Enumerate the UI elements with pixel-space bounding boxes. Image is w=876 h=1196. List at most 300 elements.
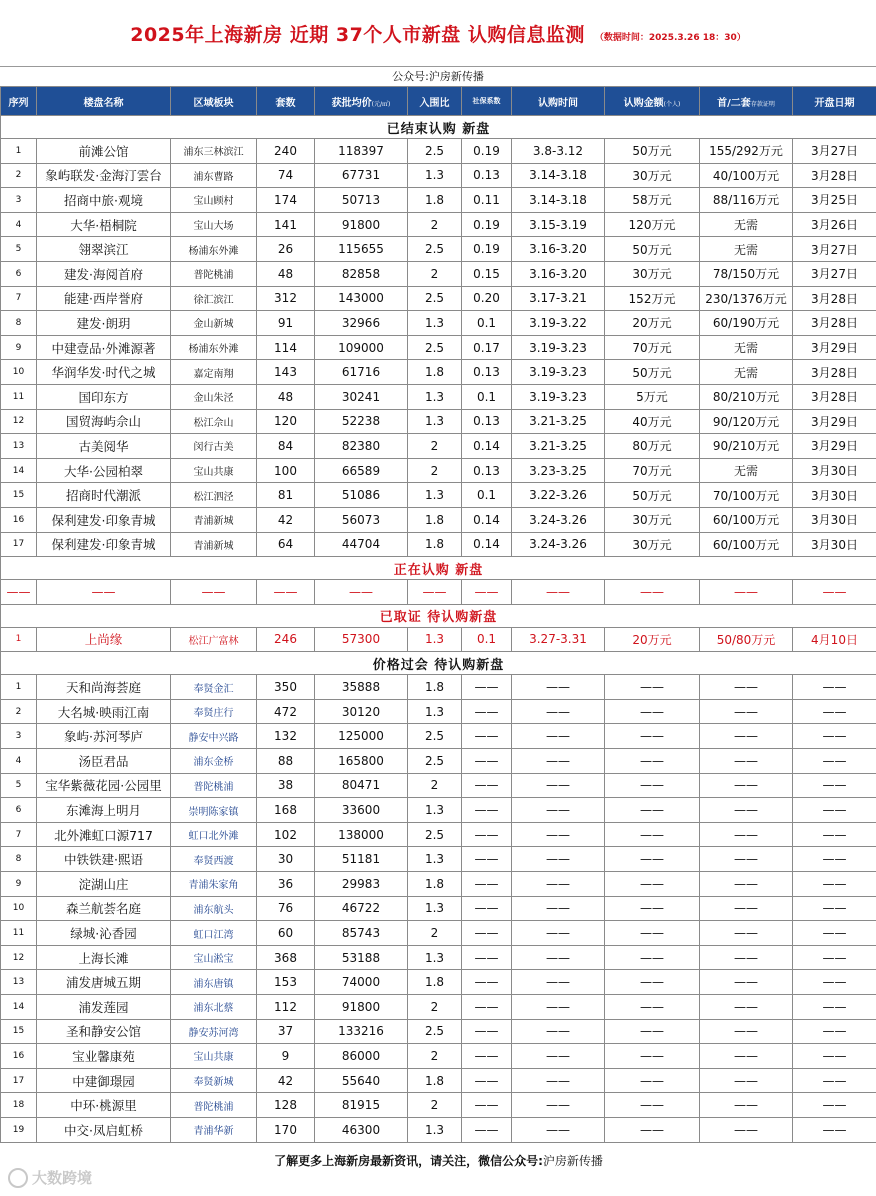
cell-ratio: 1.8 — [408, 532, 462, 557]
cell-ratio: 1.3 — [408, 847, 462, 872]
cell-idx: 18 — [1, 1093, 37, 1118]
section-ongoing-label: 正在认购 新盘 — [1, 557, 876, 580]
cell-deposit: 88/116万元 — [700, 188, 793, 213]
cell-units: 42 — [257, 507, 315, 532]
header-units: 套数 — [257, 87, 315, 116]
cell-ratio: 2 — [408, 1093, 462, 1118]
cell-price: 138000 — [315, 822, 408, 847]
cell-time: —— — [512, 921, 605, 946]
cell-name: 建发·海阅首府 — [37, 261, 171, 286]
cell-ratio: 1.3 — [408, 311, 462, 336]
table-row — [1, 945, 876, 970]
cell-units: 368 — [257, 945, 315, 970]
cell-time: —— — [512, 749, 605, 774]
cell-price: 118397 — [315, 139, 408, 164]
cell-area: 普陀桃浦 — [171, 773, 257, 798]
cell-idx: 8 — [1, 311, 37, 336]
cell-area: 虹口江湾 — [171, 921, 257, 946]
cell-ratio: 2 — [408, 434, 462, 459]
table-row — [1, 1044, 876, 1069]
table-row — [1, 995, 876, 1020]
cell-units: 350 — [257, 675, 315, 700]
cell-units: 48 — [257, 261, 315, 286]
cell-units: 48 — [257, 384, 315, 409]
cell-time: —— — [512, 724, 605, 749]
cell-social: —— — [462, 773, 512, 798]
cell-time: —— — [512, 699, 605, 724]
cell-units: 38 — [257, 773, 315, 798]
cell-ratio: 1.3 — [408, 409, 462, 434]
cell-name: 大华·梧桐院 — [37, 212, 171, 237]
cell-name: 中建御璟园 — [37, 1068, 171, 1093]
data-timestamp: （数据时间：2025.3.26 18：30） — [594, 32, 746, 43]
cell-social: 0.14 — [462, 532, 512, 557]
cell-idx: 10 — [1, 360, 37, 385]
section-ended-label: 已结束认购 新盘 — [1, 116, 876, 139]
header-name: 楼盘名称 — [37, 87, 171, 116]
cell-time: —— — [512, 675, 605, 700]
cell-amount: —— — [605, 1117, 700, 1142]
cell-price: 61716 — [315, 360, 408, 385]
cell-idx: 1 — [1, 139, 37, 164]
cell-dash: —— — [700, 580, 793, 605]
cell-name: 象屿·苏河琴庐 — [37, 724, 171, 749]
cell-open: —— — [793, 896, 876, 921]
cell-name: 中环·桃源里 — [37, 1093, 171, 1118]
cell-area: 奉贤庄行 — [171, 699, 257, 724]
cell-ratio: 1.8 — [408, 360, 462, 385]
cell-units: 37 — [257, 1019, 315, 1044]
cell-deposit: 60/100万元 — [700, 532, 793, 557]
cell-open: 3月29日 — [793, 434, 876, 459]
cell-price: 30241 — [315, 384, 408, 409]
page-title: 2025年上海新房 近期 37个人市新盘 认购信息监测 — [130, 23, 585, 46]
cell-time: —— — [512, 896, 605, 921]
section-licensed — [1, 604, 876, 627]
cell-open: —— — [793, 1117, 876, 1142]
table-row — [1, 675, 876, 700]
cell-deposit: —— — [700, 749, 793, 774]
cell-ratio: 1.3 — [408, 163, 462, 188]
cell-ratio: 2.5 — [408, 1019, 462, 1044]
table-row — [1, 627, 876, 652]
cell-area: 徐汇滨江 — [171, 286, 257, 311]
cell-deposit: —— — [700, 773, 793, 798]
cell-area: 普陀桃浦 — [171, 261, 257, 286]
table-row — [1, 188, 876, 213]
cell-deposit: —— — [700, 1093, 793, 1118]
cell-time: 3.15-3.19 — [512, 212, 605, 237]
cell-units: 472 — [257, 699, 315, 724]
cell-amount: —— — [605, 970, 700, 995]
cell-price: 29983 — [315, 872, 408, 897]
table-row — [1, 822, 876, 847]
cell-open: —— — [793, 822, 876, 847]
header-amount: 认购金额(个人) — [605, 87, 700, 116]
cell-price: 165800 — [315, 749, 408, 774]
cell-time: 3.24-3.26 — [512, 507, 605, 532]
table-row — [1, 311, 876, 336]
cell-social: 0.1 — [462, 384, 512, 409]
cell-dash: —— — [512, 580, 605, 605]
cell-name: 保利建发·印象青城 — [37, 532, 171, 557]
section-priced-label: 价格过会 待认购新盘 — [1, 652, 876, 675]
table-row — [1, 139, 876, 164]
table-row — [1, 847, 876, 872]
header-row — [1, 87, 876, 116]
cell-name: 象屿联发·金海汀雲台 — [37, 163, 171, 188]
cell-area: 浦东曹路 — [171, 163, 257, 188]
cell-units: 76 — [257, 896, 315, 921]
cell-amount: —— — [605, 995, 700, 1020]
table-row — [1, 699, 876, 724]
cell-ratio: 2.5 — [408, 335, 462, 360]
table-row — [1, 1093, 876, 1118]
cell-open: 3月30日 — [793, 483, 876, 508]
cell-amount: —— — [605, 847, 700, 872]
header-idx: 序列 — [1, 87, 37, 116]
table-row — [1, 409, 876, 434]
cell-ratio: 1.3 — [408, 699, 462, 724]
cell-time: —— — [512, 773, 605, 798]
cell-area: 宝山大场 — [171, 212, 257, 237]
cell-social: —— — [462, 1068, 512, 1093]
cell-amount: 70万元 — [605, 335, 700, 360]
cell-idx: 7 — [1, 286, 37, 311]
cell-amount: 20万元 — [605, 627, 700, 652]
cell-ratio: 2 — [408, 1044, 462, 1069]
cell-area: 奉贤金汇 — [171, 675, 257, 700]
footer — [1, 1142, 876, 1178]
cell-idx: 10 — [1, 896, 37, 921]
cell-name: 天和尚海荟庭 — [37, 675, 171, 700]
cell-social: 0.14 — [462, 507, 512, 532]
cell-area: 浦东三林滨江 — [171, 139, 257, 164]
cell-units: 30 — [257, 847, 315, 872]
cell-social: 0.13 — [462, 163, 512, 188]
cell-deposit: 无需 — [700, 360, 793, 385]
cell-deposit: —— — [700, 970, 793, 995]
cell-area: 浦东金桥 — [171, 749, 257, 774]
cell-deposit: —— — [700, 995, 793, 1020]
cell-name: 招商中旅·观境 — [37, 188, 171, 213]
cell-idx: 1 — [1, 675, 37, 700]
cell-open: —— — [793, 724, 876, 749]
cell-open: —— — [793, 1068, 876, 1093]
cell-open: 3月26日 — [793, 212, 876, 237]
cell-deposit: —— — [700, 1117, 793, 1142]
cell-social: —— — [462, 896, 512, 921]
cell-area: 浦东航头 — [171, 896, 257, 921]
cell-ratio: 1.3 — [408, 627, 462, 652]
cell-name: 前滩公馆 — [37, 139, 171, 164]
cell-units: 100 — [257, 458, 315, 483]
table-row — [1, 212, 876, 237]
cell-idx: 14 — [1, 458, 37, 483]
cell-time: 3.21-3.25 — [512, 409, 605, 434]
cell-open: —— — [793, 921, 876, 946]
cell-units: 84 — [257, 434, 315, 459]
cell-units: 132 — [257, 724, 315, 749]
cell-units: 128 — [257, 1093, 315, 1118]
cell-open: 3月25日 — [793, 188, 876, 213]
cell-amount: 30万元 — [605, 507, 700, 532]
cell-social: —— — [462, 798, 512, 823]
cell-amount: 70万元 — [605, 458, 700, 483]
cell-name: 浦发莲园 — [37, 995, 171, 1020]
cell-idx: 16 — [1, 1044, 37, 1069]
cell-deposit: —— — [700, 822, 793, 847]
cell-amount: —— — [605, 699, 700, 724]
cell-ratio: 1.3 — [408, 798, 462, 823]
cell-name: 翎翠滨江 — [37, 237, 171, 262]
cell-deposit: 无需 — [700, 335, 793, 360]
cell-units: 60 — [257, 921, 315, 946]
cell-amount: —— — [605, 773, 700, 798]
cell-open: 4月10日 — [793, 627, 876, 652]
cell-open: —— — [793, 1019, 876, 1044]
cell-idx: 14 — [1, 995, 37, 1020]
cell-ratio: 2.5 — [408, 286, 462, 311]
table-row — [1, 1068, 876, 1093]
cell-social: —— — [462, 872, 512, 897]
cell-open: 3月28日 — [793, 384, 876, 409]
cell-time: 3.27-3.31 — [512, 627, 605, 652]
cell-open: 3月27日 — [793, 139, 876, 164]
cell-time: 3.19-3.23 — [512, 384, 605, 409]
cell-area: 宝山淞宝 — [171, 945, 257, 970]
footer-row — [1, 1142, 876, 1178]
cell-units: 120 — [257, 409, 315, 434]
cell-units: 88 — [257, 749, 315, 774]
cell-area: 杨浦东外滩 — [171, 335, 257, 360]
cell-deposit: 155/292万元 — [700, 139, 793, 164]
cell-name: 圣和静安公馆 — [37, 1019, 171, 1044]
cell-amount: 30万元 — [605, 261, 700, 286]
cell-price: 82380 — [315, 434, 408, 459]
cell-idx: 1 — [1, 627, 37, 652]
cell-price: 30120 — [315, 699, 408, 724]
watermark-logo-icon — [8, 1168, 28, 1188]
cell-units: 102 — [257, 822, 315, 847]
cell-amount: —— — [605, 872, 700, 897]
cell-open: —— — [793, 1044, 876, 1069]
cell-social: 0.13 — [462, 458, 512, 483]
table-row — [1, 921, 876, 946]
table-row — [1, 896, 876, 921]
cell-area: 杨浦东外滩 — [171, 237, 257, 262]
cell-open: —— — [793, 699, 876, 724]
cell-idx: 17 — [1, 1068, 37, 1093]
cell-idx: 13 — [1, 434, 37, 459]
cell-area: 奉贤西渡 — [171, 847, 257, 872]
cell-ratio: 1.3 — [408, 1117, 462, 1142]
cell-idx: 4 — [1, 749, 37, 774]
table-row — [1, 1117, 876, 1142]
cell-idx: 6 — [1, 261, 37, 286]
cell-amount: 30万元 — [605, 163, 700, 188]
cell-idx: 19 — [1, 1117, 37, 1142]
cell-time: 3.16-3.20 — [512, 261, 605, 286]
cell-deposit: —— — [700, 1068, 793, 1093]
cell-deposit: —— — [700, 724, 793, 749]
cell-area: 浦东唐镇 — [171, 970, 257, 995]
cell-deposit: 90/120万元 — [700, 409, 793, 434]
watermark: 大数跨境 — [8, 1167, 92, 1189]
cell-amount: —— — [605, 675, 700, 700]
cell-area: 闵行古美 — [171, 434, 257, 459]
cell-social: 0.19 — [462, 139, 512, 164]
cell-units: 36 — [257, 872, 315, 897]
section-ongoing — [1, 557, 876, 580]
cell-social: 0.17 — [462, 335, 512, 360]
cell-ratio: 1.3 — [408, 483, 462, 508]
cell-units: 312 — [257, 286, 315, 311]
cell-amount: —— — [605, 1093, 700, 1118]
cell-dash: —— — [793, 580, 876, 605]
cell-area: 松江佘山 — [171, 409, 257, 434]
cell-units: 112 — [257, 995, 315, 1020]
cell-time: —— — [512, 798, 605, 823]
cell-name: 中建壹品·外滩源著 — [37, 335, 171, 360]
cell-time: —— — [512, 872, 605, 897]
cell-name: 绿城·沁香园 — [37, 921, 171, 946]
cell-area: 浦东北蔡 — [171, 995, 257, 1020]
cell-dash: —— — [408, 580, 462, 605]
cell-open: 3月28日 — [793, 311, 876, 336]
cell-price: 86000 — [315, 1044, 408, 1069]
cell-social: 0.15 — [462, 261, 512, 286]
cell-open: —— — [793, 773, 876, 798]
cell-deposit: 230/1376万元 — [700, 286, 793, 311]
cell-open: —— — [793, 847, 876, 872]
cell-dash: —— — [315, 580, 408, 605]
cell-social: —— — [462, 921, 512, 946]
section-priced — [1, 652, 876, 675]
cell-ratio: 1.3 — [408, 384, 462, 409]
cell-area: 嘉定南翔 — [171, 360, 257, 385]
cell-area: 青浦华新 — [171, 1117, 257, 1142]
cell-units: 240 — [257, 139, 315, 164]
cell-idx: 12 — [1, 409, 37, 434]
cell-dash: —— — [171, 580, 257, 605]
cell-price: 55640 — [315, 1068, 408, 1093]
cell-name: 招商时代潮派 — [37, 483, 171, 508]
cell-idx: 5 — [1, 773, 37, 798]
cell-ratio: 2.5 — [408, 724, 462, 749]
cell-open: —— — [793, 995, 876, 1020]
cell-time: 3.24-3.26 — [512, 532, 605, 557]
cell-open: —— — [793, 675, 876, 700]
cell-social: 0.13 — [462, 360, 512, 385]
table-row — [1, 507, 876, 532]
cell-idx: 17 — [1, 532, 37, 557]
cell-units: 74 — [257, 163, 315, 188]
cell-units: 9 — [257, 1044, 315, 1069]
cell-price: 33600 — [315, 798, 408, 823]
table-row — [1, 384, 876, 409]
cell-deposit: 70/100万元 — [700, 483, 793, 508]
cell-name: 中铁铁建·熙语 — [37, 847, 171, 872]
cell-name: 中交·凤启虹桥 — [37, 1117, 171, 1142]
cell-time: 3.8-3.12 — [512, 139, 605, 164]
cell-social: —— — [462, 1093, 512, 1118]
cell-idx: 13 — [1, 970, 37, 995]
cell-amount: —— — [605, 1044, 700, 1069]
table-row — [1, 286, 876, 311]
cell-time: 3.23-3.25 — [512, 458, 605, 483]
cell-time: —— — [512, 1117, 605, 1142]
cell-deposit: —— — [700, 921, 793, 946]
cell-idx: 16 — [1, 507, 37, 532]
cell-amount: 50万元 — [605, 360, 700, 385]
cell-price: 143000 — [315, 286, 408, 311]
cell-idx: 3 — [1, 724, 37, 749]
cell-area: 静安中兴路 — [171, 724, 257, 749]
cell-deposit: —— — [700, 872, 793, 897]
cell-price: 81915 — [315, 1093, 408, 1118]
cell-area: 崇明陈家镇 — [171, 798, 257, 823]
cell-price: 109000 — [315, 335, 408, 360]
cell-amount: —— — [605, 724, 700, 749]
cell-ratio: 2 — [408, 261, 462, 286]
cell-units: 174 — [257, 188, 315, 213]
cell-deposit: —— — [700, 945, 793, 970]
cell-amount: 120万元 — [605, 212, 700, 237]
cell-idx: 4 — [1, 212, 37, 237]
header-deposit: 首/二套存款证明 — [700, 87, 793, 116]
cell-area: 宝山共康 — [171, 458, 257, 483]
cell-price: 35888 — [315, 675, 408, 700]
cell-price: 91800 — [315, 995, 408, 1020]
cell-idx: 2 — [1, 699, 37, 724]
cell-price: 57300 — [315, 627, 408, 652]
cell-units: 246 — [257, 627, 315, 652]
cell-amount: —— — [605, 822, 700, 847]
cell-open: —— — [793, 970, 876, 995]
cell-amount: 40万元 — [605, 409, 700, 434]
cell-idx: 11 — [1, 921, 37, 946]
cell-ratio: 1.3 — [408, 945, 462, 970]
cell-price: 51181 — [315, 847, 408, 872]
cell-amount: 152万元 — [605, 286, 700, 311]
table-row — [1, 872, 876, 897]
cell-name: 北外滩虹口源717 — [37, 822, 171, 847]
table-row — [1, 458, 876, 483]
cell-amount: 50万元 — [605, 483, 700, 508]
cell-time: 3.17-3.21 — [512, 286, 605, 311]
cell-deposit: 60/100万元 — [700, 507, 793, 532]
cell-price: 67731 — [315, 163, 408, 188]
cell-ratio: 2 — [408, 995, 462, 1020]
cell-time: 3.16-3.20 — [512, 237, 605, 262]
cell-amount: 50万元 — [605, 237, 700, 262]
cell-units: 170 — [257, 1117, 315, 1142]
cell-idx: 5 — [1, 237, 37, 262]
subscription-table — [0, 86, 876, 1178]
cell-deposit: 80/210万元 — [700, 384, 793, 409]
cell-social: —— — [462, 675, 512, 700]
cell-amount: 30万元 — [605, 532, 700, 557]
cell-price: 52238 — [315, 409, 408, 434]
cell-open: 3月30日 — [793, 507, 876, 532]
cell-price: 82858 — [315, 261, 408, 286]
cell-time: —— — [512, 1068, 605, 1093]
cell-ratio: 1.8 — [408, 872, 462, 897]
cell-idx: 8 — [1, 847, 37, 872]
cell-price: 133216 — [315, 1019, 408, 1044]
cell-price: 80471 — [315, 773, 408, 798]
